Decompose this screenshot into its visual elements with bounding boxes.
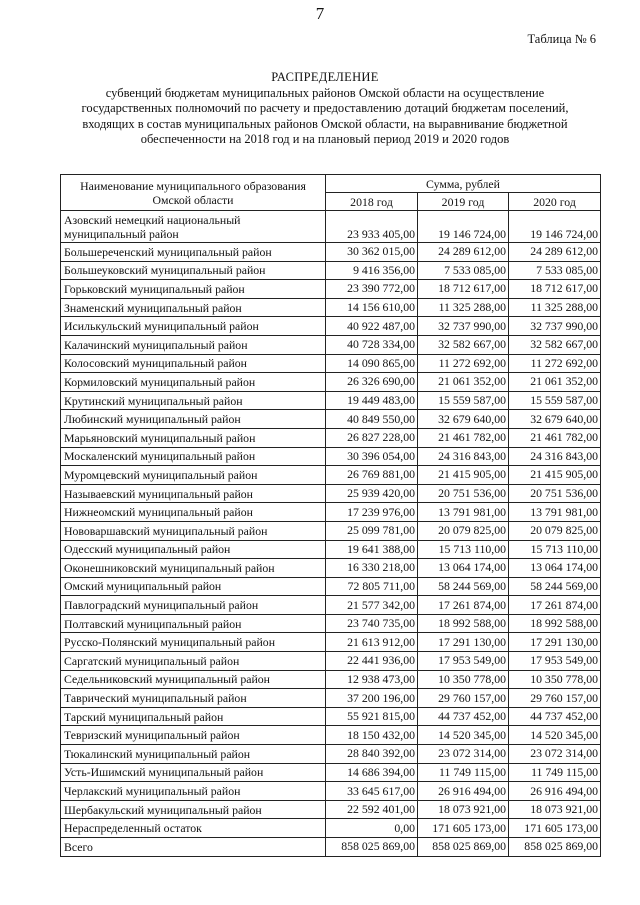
table-row bbox=[61, 243, 601, 262]
row-2018-cell: 14 090 865,00 bbox=[326, 354, 418, 373]
document-heading bbox=[60, 70, 590, 148]
table-row bbox=[61, 503, 601, 522]
row-2019-cell: 21 061 352,00 bbox=[418, 373, 509, 392]
row-2019-cell: 23 072 314,00 bbox=[418, 745, 509, 764]
row-2020-cell: 858 025 869,00 bbox=[509, 838, 601, 857]
column-header-sum: Сумма, рублей bbox=[326, 175, 601, 193]
row-2019-cell: 21 415 905,00 bbox=[418, 466, 509, 485]
row-2020-cell: 29 760 157,00 bbox=[509, 689, 601, 708]
table-row bbox=[61, 298, 601, 317]
table-row bbox=[61, 745, 601, 764]
row-name-cell: Москаленский муниципальный район bbox=[61, 447, 326, 466]
row-name-cell: Омский муниципальный район bbox=[61, 577, 326, 596]
table-row bbox=[61, 211, 601, 243]
table-row bbox=[61, 410, 601, 429]
table-row bbox=[61, 447, 601, 466]
table-row bbox=[61, 317, 601, 336]
row-2019-cell: 171 605 173,00 bbox=[418, 819, 509, 838]
row-name-cell: Большеуковский муниципальный район bbox=[61, 261, 326, 280]
row-2018-cell: 30 362 015,00 bbox=[326, 243, 418, 262]
table-row bbox=[61, 614, 601, 633]
row-2019-cell: 29 760 157,00 bbox=[418, 689, 509, 708]
row-name-cell: Черлакский муниципальный район bbox=[61, 782, 326, 801]
row-2018-cell: 26 326 690,00 bbox=[326, 373, 418, 392]
row-2018-cell: 9 416 356,00 bbox=[326, 261, 418, 280]
row-2020-cell: 17 291 130,00 bbox=[509, 633, 601, 652]
row-2019-cell: 24 289 612,00 bbox=[418, 243, 509, 262]
row-name-cell: Муромцевский муниципальный район bbox=[61, 466, 326, 485]
row-2020-cell: 18 712 617,00 bbox=[509, 280, 601, 299]
row-2020-cell: 18 992 588,00 bbox=[509, 614, 601, 633]
row-name-cell: Называевский муниципальный район bbox=[61, 484, 326, 503]
table-row bbox=[61, 521, 601, 540]
row-name-cell: Марьяновский муниципальный район bbox=[61, 428, 326, 447]
table-row bbox=[61, 484, 601, 503]
row-name-cell: Таврический муниципальный район bbox=[61, 689, 326, 708]
table-row bbox=[61, 354, 601, 373]
row-2018-cell: 12 938 473,00 bbox=[326, 670, 418, 689]
row-2018-cell: 19 641 388,00 bbox=[326, 540, 418, 559]
row-name-cell: Кормиловский муниципальный район bbox=[61, 373, 326, 392]
row-2020-cell: 20 751 536,00 bbox=[509, 484, 601, 503]
row-2018-cell: 37 200 196,00 bbox=[326, 689, 418, 708]
row-name-cell: Любинский муниципальный район bbox=[61, 410, 326, 429]
row-2019-cell: 11 272 692,00 bbox=[418, 354, 509, 373]
row-name-cell: Усть-Ишимский муниципальный район bbox=[61, 763, 326, 782]
row-2018-cell: 858 025 869,00 bbox=[326, 838, 418, 857]
table-body bbox=[61, 211, 601, 857]
table-row bbox=[61, 689, 601, 708]
row-2018-cell: 18 150 432,00 bbox=[326, 726, 418, 745]
row-2020-cell: 14 520 345,00 bbox=[509, 726, 601, 745]
heading-line: входящих в состав муниципальных районов Омской области, на выравнивание бюджетной bbox=[82, 116, 568, 131]
row-2019-cell: 13 791 981,00 bbox=[418, 503, 509, 522]
page-number: 7 bbox=[315, 4, 325, 23]
row-name-cell: Оконешниковский муниципальный район bbox=[61, 559, 326, 578]
row-name-cell: Саргатский муниципальный район bbox=[61, 652, 326, 671]
row-name-cell: Горьковский муниципальный район bbox=[61, 280, 326, 299]
row-name-cell: Шербакульский муниципальный район bbox=[61, 800, 326, 819]
column-header-2019: 2019 год bbox=[418, 193, 509, 211]
row-2018-cell: 22 592 401,00 bbox=[326, 800, 418, 819]
row-2019-cell: 44 737 452,00 bbox=[418, 707, 509, 726]
row-2019-cell: 11 325 288,00 bbox=[418, 298, 509, 317]
row-2018-cell: 30 396 054,00 bbox=[326, 447, 418, 466]
row-2020-cell: 7 533 085,00 bbox=[509, 261, 601, 280]
row-2020-cell: 13 064 174,00 bbox=[509, 559, 601, 578]
row-name-cell: Исилькульский муниципальный район bbox=[61, 317, 326, 336]
column-header-name: Наименование муниципального образования Омской области bbox=[61, 175, 326, 211]
table-row bbox=[61, 670, 601, 689]
row-name-cell: Одесский муниципальный район bbox=[61, 540, 326, 559]
row-2020-cell: 26 916 494,00 bbox=[509, 782, 601, 801]
row-2018-cell: 16 330 218,00 bbox=[326, 559, 418, 578]
row-2019-cell: 26 916 494,00 bbox=[418, 782, 509, 801]
table-row bbox=[61, 577, 601, 596]
distribution-table bbox=[60, 174, 601, 857]
table-row bbox=[61, 726, 601, 745]
column-header-2018: 2018 год bbox=[326, 193, 418, 211]
row-name-cell: Знаменский муниципальный район bbox=[61, 298, 326, 317]
table-row bbox=[61, 280, 601, 299]
row-2019-cell: 32 737 990,00 bbox=[418, 317, 509, 336]
row-2018-cell: 21 613 912,00 bbox=[326, 633, 418, 652]
row-2020-cell: 21 461 782,00 bbox=[509, 428, 601, 447]
row-2020-cell: 58 244 569,00 bbox=[509, 577, 601, 596]
row-2018-cell: 17 239 976,00 bbox=[326, 503, 418, 522]
row-2019-cell: 17 953 549,00 bbox=[418, 652, 509, 671]
table-row bbox=[61, 763, 601, 782]
heading-line: обеспеченности на 2018 год и на плановый период 2019 и 2020 годов bbox=[140, 132, 510, 147]
heading-title: РАСПРЕДЕЛЕНИЕ bbox=[271, 70, 379, 84]
row-name-cell: Крутинский муниципальный район bbox=[61, 391, 326, 410]
row-2019-cell: 24 316 843,00 bbox=[418, 447, 509, 466]
row-2019-cell: 58 244 569,00 bbox=[418, 577, 509, 596]
row-2020-cell: 32 582 667,00 bbox=[509, 335, 601, 354]
row-2018-cell: 55 921 815,00 bbox=[326, 707, 418, 726]
row-2019-cell: 32 679 640,00 bbox=[418, 410, 509, 429]
row-2019-cell: 18 992 588,00 bbox=[418, 614, 509, 633]
row-2018-cell: 23 933 405,00 bbox=[326, 211, 418, 243]
row-name-cell: Азовский немецкий национальный муниципальный район bbox=[61, 211, 326, 243]
row-2018-cell: 21 577 342,00 bbox=[326, 596, 418, 615]
row-name-cell: Нововаршавский муниципальный район bbox=[61, 521, 326, 540]
row-2020-cell: 21 415 905,00 bbox=[509, 466, 601, 485]
row-2020-cell: 18 073 921,00 bbox=[509, 800, 601, 819]
table-row bbox=[61, 652, 601, 671]
row-2018-cell: 23 740 735,00 bbox=[326, 614, 418, 633]
row-2019-cell: 32 582 667,00 bbox=[418, 335, 509, 354]
row-2018-cell: 14 686 394,00 bbox=[326, 763, 418, 782]
row-2019-cell: 7 533 085,00 bbox=[418, 261, 509, 280]
row-name-cell: Нераспределенный остаток bbox=[61, 819, 326, 838]
column-header-2020: 2020 год bbox=[509, 193, 601, 211]
table-row bbox=[61, 800, 601, 819]
row-2018-cell: 19 449 483,00 bbox=[326, 391, 418, 410]
table-row bbox=[61, 819, 601, 838]
row-2020-cell: 17 261 874,00 bbox=[509, 596, 601, 615]
row-name-cell: Седельниковский муниципальный район bbox=[61, 670, 326, 689]
table-row bbox=[61, 466, 601, 485]
row-2019-cell: 20 751 536,00 bbox=[418, 484, 509, 503]
row-2019-cell: 17 291 130,00 bbox=[418, 633, 509, 652]
row-2019-cell: 17 261 874,00 bbox=[418, 596, 509, 615]
row-2020-cell: 44 737 452,00 bbox=[509, 707, 601, 726]
row-2020-cell: 11 749 115,00 bbox=[509, 763, 601, 782]
row-2019-cell: 13 064 174,00 bbox=[418, 559, 509, 578]
table-row bbox=[61, 540, 601, 559]
row-2019-cell: 21 461 782,00 bbox=[418, 428, 509, 447]
table-row bbox=[61, 261, 601, 280]
row-2018-cell: 28 840 392,00 bbox=[326, 745, 418, 764]
row-2018-cell: 40 922 487,00 bbox=[326, 317, 418, 336]
row-2018-cell: 26 769 881,00 bbox=[326, 466, 418, 485]
row-name-cell: Тевризский муниципальный район bbox=[61, 726, 326, 745]
row-2020-cell: 15 559 587,00 bbox=[509, 391, 601, 410]
row-2020-cell: 32 679 640,00 bbox=[509, 410, 601, 429]
row-2020-cell: 13 791 981,00 bbox=[509, 503, 601, 522]
row-2018-cell: 40 849 550,00 bbox=[326, 410, 418, 429]
table-row bbox=[61, 707, 601, 726]
row-2020-cell: 15 713 110,00 bbox=[509, 540, 601, 559]
row-name-cell: Тарский муниципальный район bbox=[61, 707, 326, 726]
row-name-cell: Русско-Полянский муниципальный район bbox=[61, 633, 326, 652]
heading-line: субвенций бюджетам муниципальных районов Омской области на осуществление bbox=[105, 85, 545, 100]
row-2019-cell: 15 559 587,00 bbox=[418, 391, 509, 410]
table-row bbox=[61, 373, 601, 392]
table-label: Таблица № 6 bbox=[527, 32, 596, 46]
row-2019-cell: 15 713 110,00 bbox=[418, 540, 509, 559]
row-2020-cell: 21 061 352,00 bbox=[509, 373, 601, 392]
row-2019-cell: 11 749 115,00 bbox=[418, 763, 509, 782]
row-2020-cell: 24 289 612,00 bbox=[509, 243, 601, 262]
table-row bbox=[61, 596, 601, 615]
table-row bbox=[61, 391, 601, 410]
row-2019-cell: 19 146 724,00 bbox=[418, 211, 509, 243]
row-2020-cell: 32 737 990,00 bbox=[509, 317, 601, 336]
row-2018-cell: 72 805 711,00 bbox=[326, 577, 418, 596]
row-2018-cell: 0,00 bbox=[326, 819, 418, 838]
row-2019-cell: 14 520 345,00 bbox=[418, 726, 509, 745]
row-2018-cell: 22 441 936,00 bbox=[326, 652, 418, 671]
row-2020-cell: 11 325 288,00 bbox=[509, 298, 601, 317]
row-2018-cell: 33 645 617,00 bbox=[326, 782, 418, 801]
table-row bbox=[61, 782, 601, 801]
row-2018-cell: 26 827 228,00 bbox=[326, 428, 418, 447]
table-row bbox=[61, 559, 601, 578]
row-name-cell: Всего bbox=[61, 838, 326, 857]
row-name-cell: Нижнеомский муниципальный район bbox=[61, 503, 326, 522]
row-2019-cell: 20 079 825,00 bbox=[418, 521, 509, 540]
row-2020-cell: 24 316 843,00 bbox=[509, 447, 601, 466]
row-2020-cell: 23 072 314,00 bbox=[509, 745, 601, 764]
table-row bbox=[61, 428, 601, 447]
row-2020-cell: 171 605 173,00 bbox=[509, 819, 601, 838]
row-2018-cell: 14 156 610,00 bbox=[326, 298, 418, 317]
row-name-cell: Колосовский муниципальный район bbox=[61, 354, 326, 373]
row-name-cell: Павлоградский муниципальный район bbox=[61, 596, 326, 615]
row-2020-cell: 19 146 724,00 bbox=[509, 211, 601, 243]
heading-line: государственных полномочий по расчету и предоставлению дотаций бюджетам поселений, bbox=[81, 101, 569, 116]
table-row bbox=[61, 335, 601, 354]
row-2019-cell: 18 073 921,00 bbox=[418, 800, 509, 819]
row-2019-cell: 858 025 869,00 bbox=[418, 838, 509, 857]
row-2019-cell: 10 350 778,00 bbox=[418, 670, 509, 689]
row-name-cell: Полтавский муниципальный район bbox=[61, 614, 326, 633]
row-name-cell: Большереченский муниципальный район bbox=[61, 243, 326, 262]
row-2020-cell: 11 272 692,00 bbox=[509, 354, 601, 373]
row-2020-cell: 10 350 778,00 bbox=[509, 670, 601, 689]
row-2018-cell: 25 099 781,00 bbox=[326, 521, 418, 540]
table-row bbox=[61, 838, 601, 857]
row-2020-cell: 17 953 549,00 bbox=[509, 652, 601, 671]
row-2018-cell: 23 390 772,00 bbox=[326, 280, 418, 299]
row-name-cell: Калачинский муниципальный район bbox=[61, 335, 326, 354]
table-row bbox=[61, 633, 601, 652]
row-2018-cell: 40 728 334,00 bbox=[326, 335, 418, 354]
row-2018-cell: 25 939 420,00 bbox=[326, 484, 418, 503]
row-2020-cell: 20 079 825,00 bbox=[509, 521, 601, 540]
row-2019-cell: 18 712 617,00 bbox=[418, 280, 509, 299]
row-name-cell: Тюкалинский муниципальный район bbox=[61, 745, 326, 764]
